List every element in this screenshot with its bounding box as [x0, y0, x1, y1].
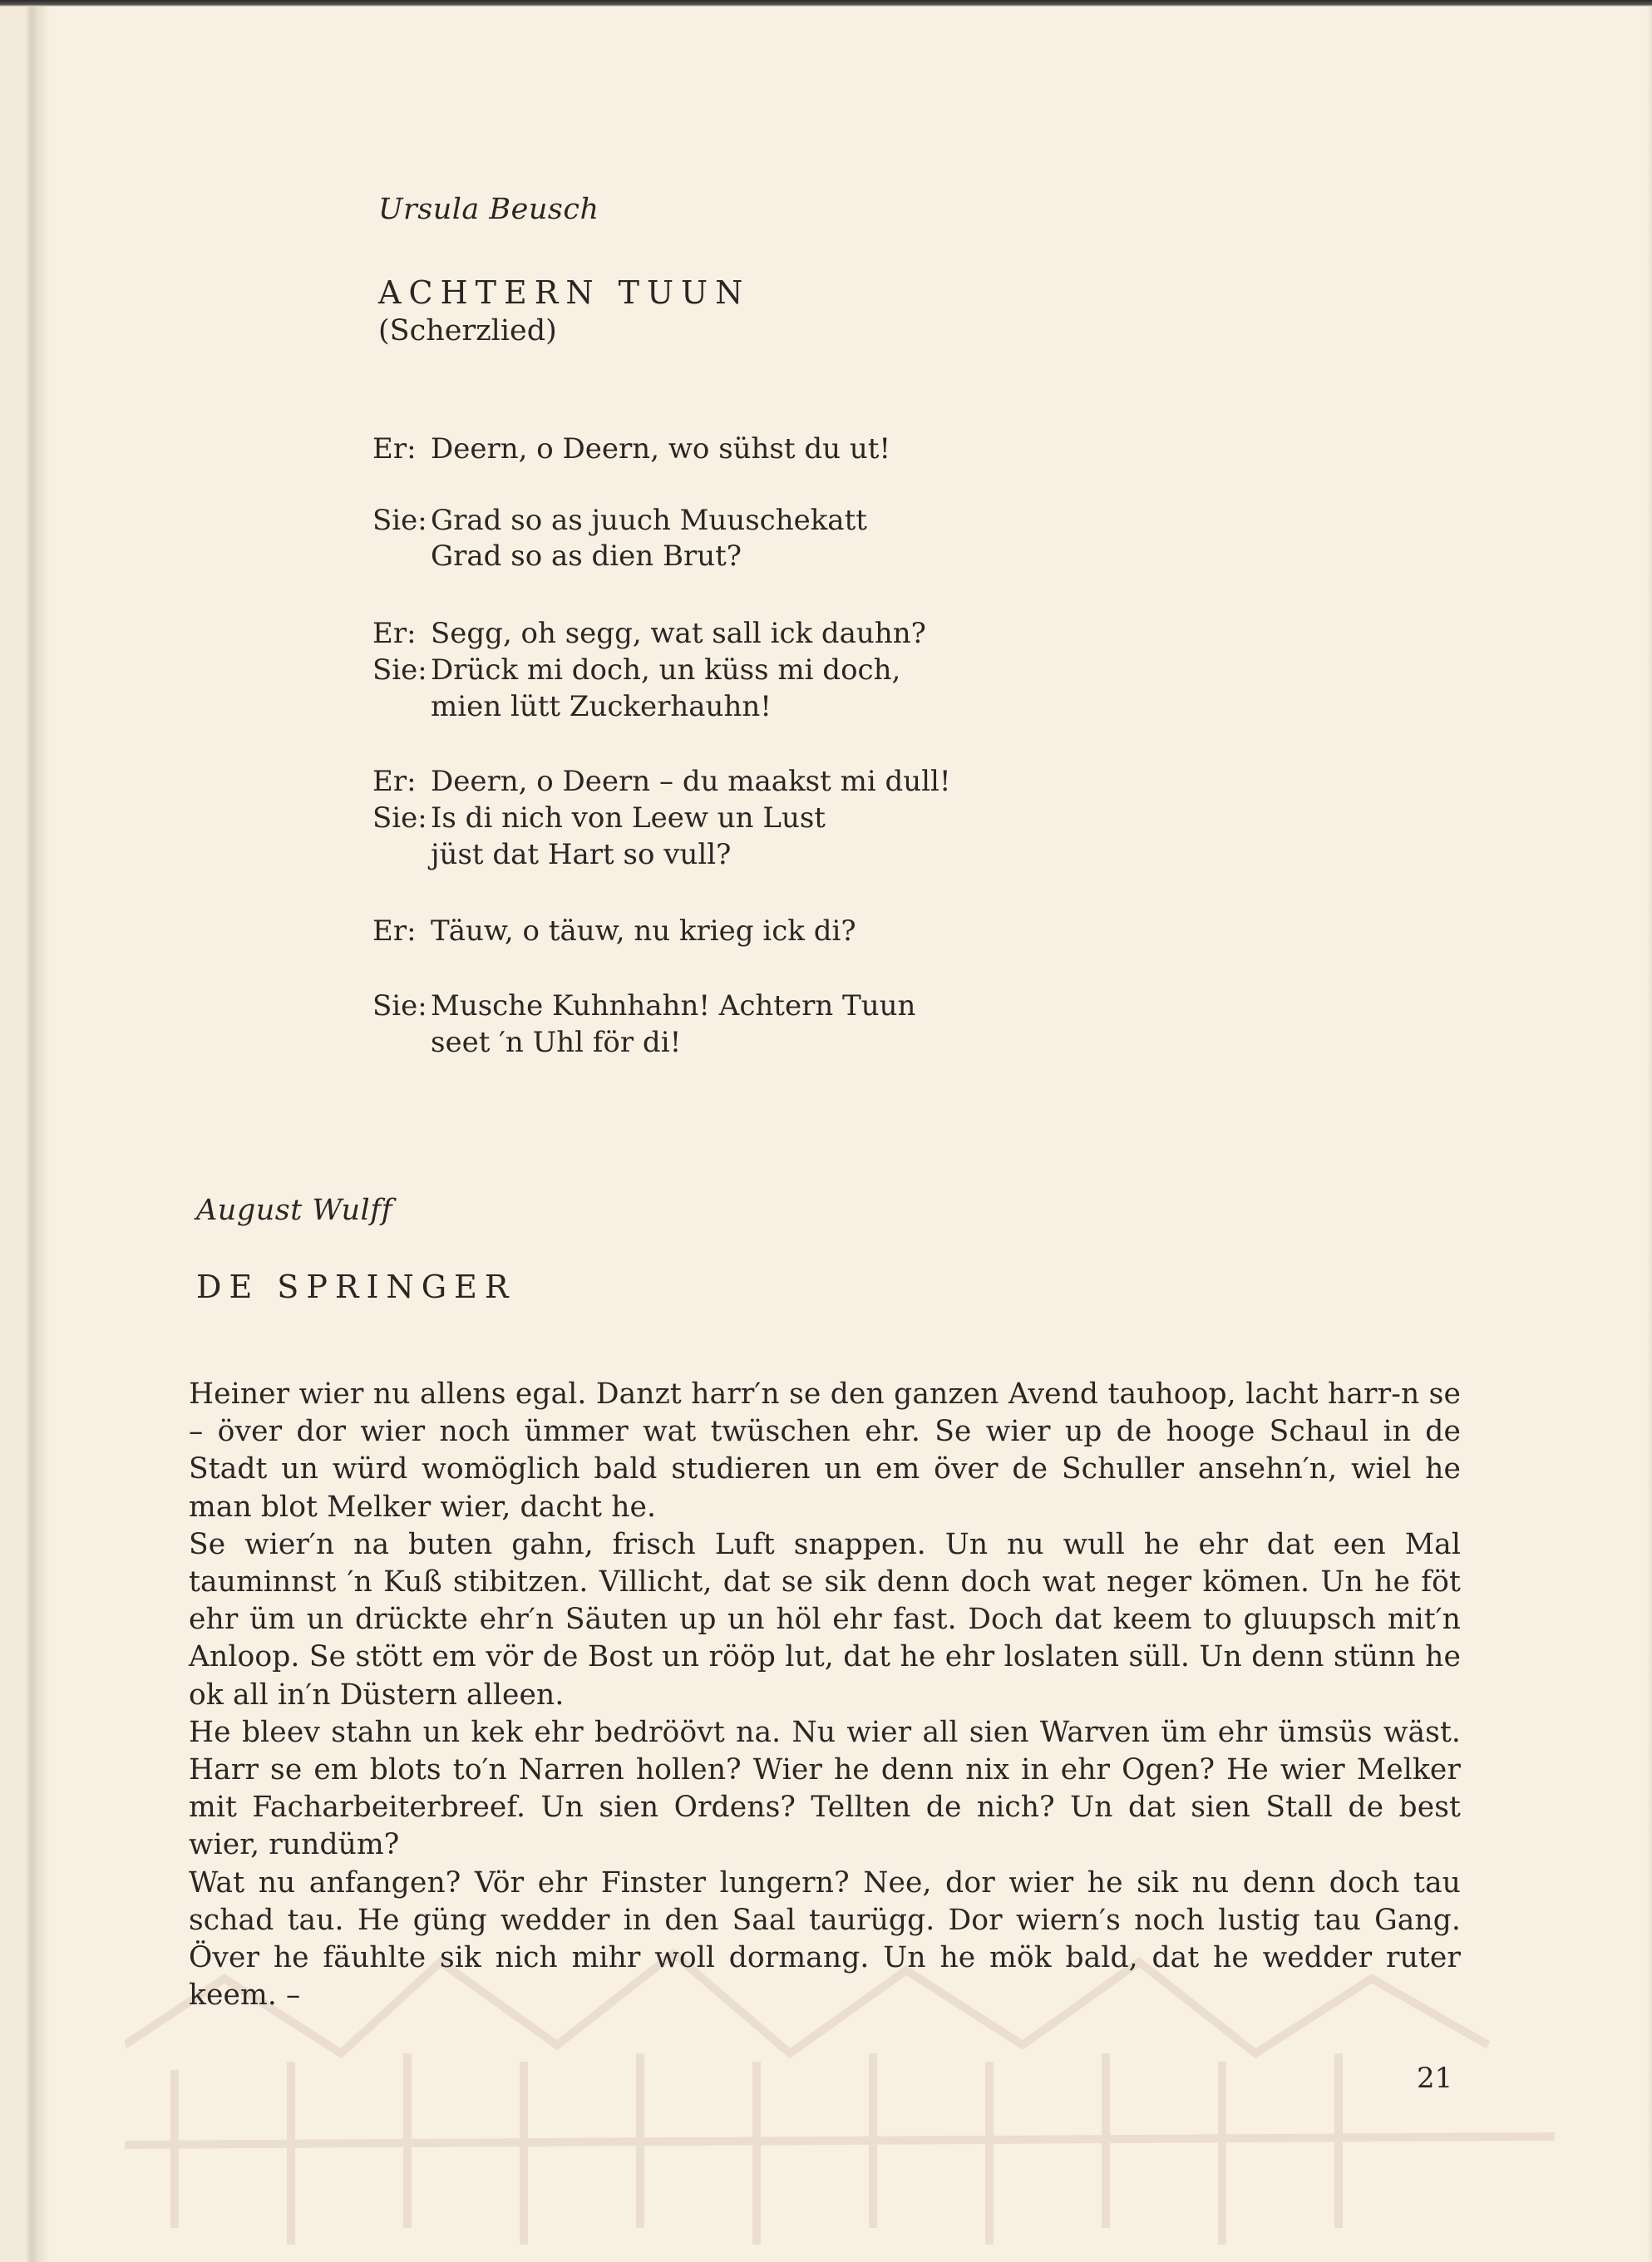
poem-author: Ursula Beusch: [378, 193, 599, 226]
verse-line: [372, 502, 867, 539]
verse-line: [372, 800, 826, 836]
speaker-label: Er:: [372, 914, 417, 948]
verse-text: Is di nich von Leew un Lust: [431, 801, 826, 835]
story-paragraph: He bleev stahn un kek ehr bedröövt na. Nu wier all sien Warven üm ehr ümsüs wäst. Harr se em blots to′n Narren hollen? Wier he denn nix in ehr Ogen? He wier Melker mit Facharbeiterbreef. Un sien Ordens? Tellten de nich? Un dat sien Stall de best wier, rundüm?: [189, 1715, 1461, 1862]
story-paragraph: Se wier′n na buten gahn, frisch Luft snappen. Un nu wull he ehr dat een Mal tauminnst ′n Kuß stibitzen. Villicht, dat se sik denn doch wat neger kömen. Un he föt ehr üm un drückte ehr′n Säuten up un höl ehr fast. Doch dat keem to gluupsch mit′n Anloop. Se stött em vör de Bost un rööp lut, dat he ehr loslaten süll. Un denn stünn he ok all in′n Düstern alleen.: [189, 1527, 1461, 1712]
verse-text: Drück mi doch, un küss mi doch,: [431, 653, 901, 687]
verse-text: Täuw, o täuw, nu krieg ick di?: [431, 914, 856, 948]
speaker-label: Er:: [372, 617, 417, 650]
verse-line: [372, 913, 856, 949]
story-paragraph: Wat nu anfangen? Vör ehr Finster lungern? Nee, dor wier he sik nu denn doch tau schad tau. He güng wedder in den Saal taurügg. Dor wiern′s noch lustig tau Gang. Över he fäuhlte sik nich mihr woll dormang. Un he mök bald, dat he wedder ruter keem. –: [189, 1865, 1461, 2013]
verse-line: [372, 1024, 681, 1061]
poem-title: ACHTERN TUUN: [378, 274, 751, 311]
speaker-label: Er:: [372, 765, 417, 798]
story-author: August Wulff: [196, 1194, 393, 1227]
verse-text: Grad so as juuch Muuschekatt: [431, 504, 867, 537]
verse-line: [372, 615, 926, 652]
page-number: 21: [1417, 2062, 1453, 2095]
verse-line: [372, 688, 772, 725]
verse-text: Grad so as dien Brut?: [431, 540, 742, 573]
verse-text: mien lütt Zuckerhauhn!: [431, 690, 772, 723]
verse-text: Deern, o Deern, wo sühst du ut!: [431, 432, 891, 466]
poem-subtitle: (Scherzlied): [378, 314, 557, 347]
verse-line: [372, 988, 915, 1024]
verse-line: [372, 431, 890, 467]
verse-line: [372, 836, 731, 873]
verse-text: jüst dat Hart so vull?: [431, 838, 732, 871]
story-title: DE SPRINGER: [196, 1269, 516, 1305]
verse-line: [372, 652, 900, 688]
story-body: [189, 1376, 1461, 2014]
story-paragraph: Heiner wier nu allens egal. Danzt harr′n se den ganzen Avend tauhoop, lacht harr-n se – över dor wier noch ümmer wat twüschen ehr. Se wier up de hooge Schaul in de Stadt un würd womöglich bald studieren un em över de Schuller ansehn′n, wiel he man blot Melker wier, dacht he.: [189, 1377, 1461, 1524]
speaker-label: Sie:: [372, 801, 427, 835]
verse-text: Deern, o Deern – du maakst mi dull!: [431, 765, 951, 798]
verse-line: [372, 763, 951, 800]
speaker-label: Sie:: [372, 653, 427, 687]
verse-text: Musche Kuhnhahn! Achtern Tuun: [431, 989, 916, 1023]
verse-text: seet ′n Uhl för di!: [431, 1026, 682, 1059]
verse-text: Segg, oh segg, wat sall ick dauhn?: [431, 617, 926, 650]
verse-line: [372, 538, 742, 574]
speaker-label: Sie:: [372, 989, 427, 1023]
speaker-label: Sie:: [372, 504, 427, 537]
speaker-label: Er:: [372, 432, 417, 466]
